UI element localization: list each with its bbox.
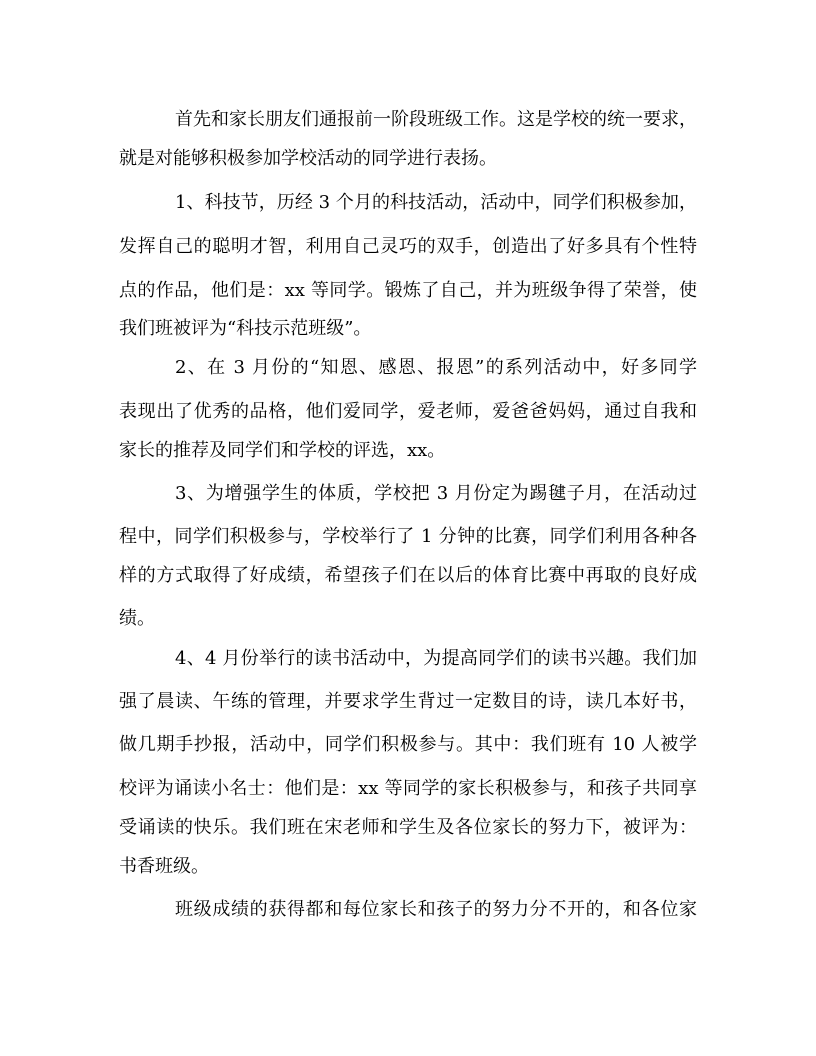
- paragraph-5-line-4: 校评为诵读小名士：他们是：xx 等同学的家长积极参与，和孩子共同享: [119, 778, 697, 799]
- paragraph-3-line-2: 表现出了优秀的品格，他们爱同学，爱老师，爱爸爸妈妈，通过自我和: [119, 401, 697, 422]
- paragraph-5-line-3: 做几期手抄报，活动中，同学们积极参与。其中：我们班有 10 人被学: [119, 734, 697, 755]
- paragraph-2-line-3: 点的作品，他们是：xx 等同学。锻炼了自己，并为班级争得了荣誉，使: [119, 280, 697, 301]
- paragraph-3-line-1: 2、在 3 月份的“知恩、感恩、报恩”的系列活动中，好多同学: [175, 357, 697, 378]
- paragraph-3-line-3: 家长的推荐及同学们和学校的评选，xx。: [119, 440, 446, 461]
- paragraph-5-line-5: 受诵读的快乐。我们班在宋老师和学生及各位家长的努力下，被评为：: [119, 817, 697, 838]
- paragraph-5-line-2: 强了晨读、午练的管理，并要求学生背过一定数目的诗，读几本好书，: [119, 691, 697, 712]
- paragraph-6-line-1: 班级成绩的获得都和每位家长和孩子的努力分不开的，和各位家: [175, 899, 697, 920]
- paragraph-1-line-2: 就是对能够积极参加学校活动的同学进行表扬。: [119, 148, 497, 169]
- paragraph-4-line-1: 3、为增强学生的体质，学校把 3 月份定为踢毽子月，在活动过: [175, 483, 697, 504]
- paragraph-4-line-4: 绩。: [119, 608, 155, 629]
- paragraph-2-line-4: 我们班被评为“科技示范班级”。: [119, 318, 372, 339]
- paragraph-1-line-1: 首先和家长朋友们通报前一阶段班级工作。这是学校的统一要求，: [175, 109, 697, 130]
- paragraph-4-line-3: 样的方式取得了好成绩，希望孩子们在以后的体育比赛中再取的良好成: [119, 565, 697, 586]
- paragraph-2-line-1: 1、科技节，历经 3 个月的科技活动，活动中，同学们积极参加，: [175, 192, 697, 213]
- paragraph-4-line-2: 程中，同学们积极参与，学校举行了 1 分钟的比赛，同学们利用各种各: [119, 526, 697, 547]
- paragraph-5-line-1: 4、4 月份举行的读书活动中，为提高同学们的读书兴趣。我们加: [175, 648, 697, 669]
- paragraph-2-line-2: 发挥自己的聪明才智，利用自己灵巧的双手，创造出了好多具有个性特: [119, 236, 697, 257]
- paragraph-5-line-6: 书香班级。: [119, 856, 209, 877]
